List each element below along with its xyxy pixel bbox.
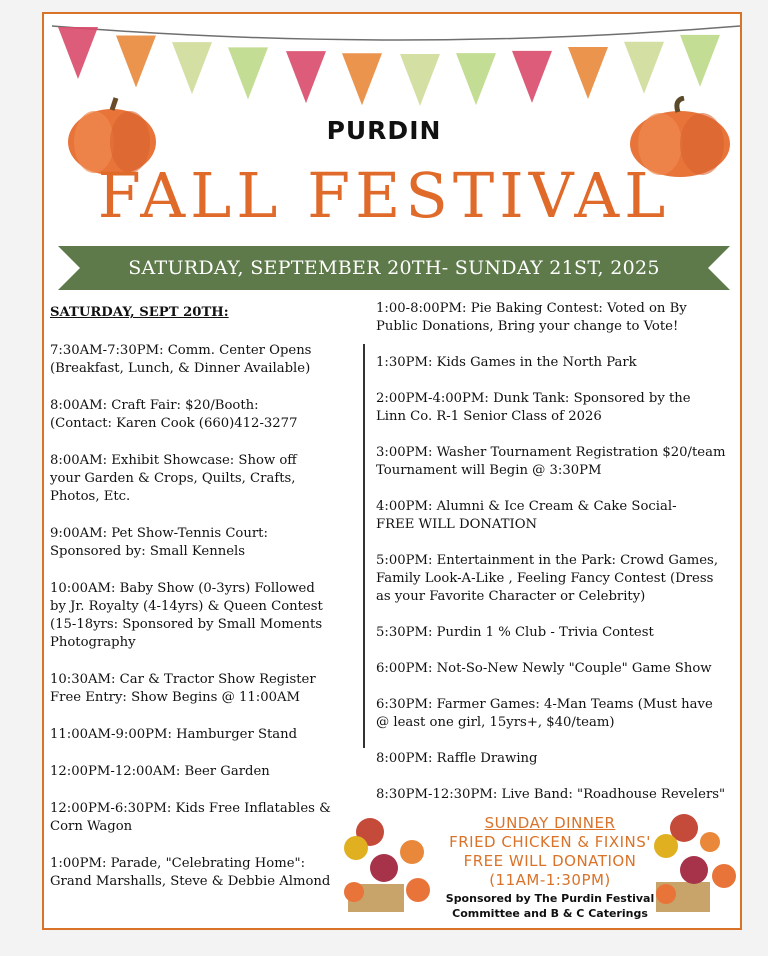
- afternoon-schedule: [376, 300, 738, 822]
- bunting-flag: [456, 53, 496, 105]
- schedule-item: [376, 750, 738, 768]
- schedule-item: [376, 786, 738, 804]
- schedule-item: [50, 855, 360, 891]
- bunting-flag: [116, 35, 156, 87]
- schedule-line: 6:00PM: Not-So-New Newly "Couple" Game Show: [376, 661, 712, 676]
- bunting-flag: [228, 47, 268, 99]
- schedule-line: (15-18yrs: Sponsored by Small Moments: [50, 617, 323, 632]
- schedule-line: 10:00AM: Baby Show (0-3yrs) Followed: [50, 581, 315, 596]
- schedule-line: 4:00PM: Alumni & Ice Cream & Cake Social-: [376, 499, 677, 514]
- sponsor-line-2: Committee and B & C Caterings: [452, 907, 648, 920]
- schedule-item: [50, 525, 360, 561]
- schedule-line: by Jr. Royalty (4-14yrs) & Queen Contest: [50, 599, 323, 614]
- schedule-line: Corn Wagon: [50, 819, 133, 834]
- festival-title: FALL FESTIVAL: [97, 159, 671, 232]
- saturday-heading: SATURDAY, SEPT 20TH:: [50, 305, 229, 320]
- bunting-flag: [400, 54, 440, 106]
- schedule-line: 8:00PM: Raffle Drawing: [376, 751, 538, 766]
- schedule-line: 8:00AM: Exhibit Showcase: Show off: [50, 453, 297, 468]
- schedule-item: [376, 660, 738, 678]
- schedule-line: 9:00AM: Pet Show-Tennis Court:: [50, 526, 268, 541]
- schedule-item: [50, 671, 360, 707]
- schedule-line: 10:30AM: Car & Tractor Show Register: [50, 672, 316, 687]
- schedule-item: [376, 444, 738, 480]
- schedule-line: @ least one girl, 15yrs+, $40/team): [376, 715, 615, 730]
- sunday-dinner-time: (11AM-1:30PM): [489, 871, 611, 889]
- schedule-item: [376, 696, 738, 732]
- bunting-flag: [624, 42, 664, 94]
- schedule-item: [50, 763, 360, 781]
- schedule-item: [376, 498, 738, 534]
- schedule-line: as your Favorite Character or Celebrity): [376, 589, 646, 604]
- schedule-line: Grand Marshalls, Steve & Debbie Almond: [50, 874, 331, 889]
- schedule-line: 1:00PM: Parade, "Celebrating Home":: [50, 856, 306, 871]
- schedule-item: [50, 800, 360, 836]
- schedule-item: [376, 390, 738, 426]
- schedule-line: 1:30PM: Kids Games in the North Park: [376, 355, 637, 370]
- schedule-line: 1:00-8:00PM: Pie Baking Contest: Voted on By: [376, 301, 687, 316]
- schedule-item: [376, 552, 738, 606]
- schedule-line: 5:30PM: Purdin 1 % Club - Trivia Contest: [376, 625, 654, 640]
- bunting-decoration: [0, 0, 768, 110]
- schedule-line: 12:00PM-12:00AM: Beer Garden: [50, 764, 270, 779]
- sponsor-line-1: Sponsored by The Purdin Festival: [445, 892, 655, 905]
- saturday-schedule: [50, 304, 360, 910]
- bunting-flag: [680, 35, 720, 87]
- bunting-flag: [286, 51, 326, 103]
- schedule-line: Photography: [50, 635, 136, 650]
- schedule-item: [376, 624, 738, 642]
- schedule-item: [376, 354, 738, 372]
- bunting-flag: [568, 47, 608, 99]
- schedule-line: 2:00PM-4:00PM: Dunk Tank: Sponsored by the: [376, 391, 691, 406]
- schedule-line: Sponsored by: Small Kennels: [50, 544, 245, 559]
- schedule-line: Public Donations, Bring your change to Vote!: [376, 319, 679, 334]
- schedule-line: your Garden & Crops, Quilts, Crafts,: [50, 471, 296, 486]
- schedule-line: 8:00AM: Craft Fair: $20/Booth:: [50, 398, 259, 413]
- schedule-line: 6:30PM: Farmer Games: 4-Man Teams (Must have: [376, 697, 713, 712]
- schedule-item: [50, 452, 360, 506]
- sunday-dinner-menu: FRIED CHICKEN & FIXINS': [449, 833, 651, 851]
- town-name: PURDIN: [326, 116, 442, 145]
- schedule-line: Photos, Etc.: [50, 489, 131, 504]
- sunday-dinner-donation: FREE WILL DONATION: [463, 852, 637, 870]
- bunting-flag: [58, 27, 98, 79]
- bunting-flag: [342, 53, 382, 105]
- schedule-line: Free Entry: Show Begins @ 11:00AM: [50, 690, 301, 705]
- schedule-line: 7:30AM-7:30PM: Comm. Center Opens: [50, 343, 312, 358]
- schedule-line: 8:30PM-12:30PM: Live Band: "Roadhouse Revelers": [376, 787, 726, 802]
- schedule-line: 11:00AM-9:00PM: Hamburger Stand: [50, 727, 298, 742]
- schedule-line: Linn Co. R-1 Senior Class of 2026: [376, 409, 602, 424]
- schedule-line: 5:00PM: Entertainment in the Park: Crowd Games,: [376, 553, 719, 568]
- schedule-item: [50, 342, 360, 378]
- bunting-flag: [512, 51, 552, 103]
- schedule-line: 3:00PM: Washer Tournament Registration $20/team: [376, 445, 726, 460]
- schedule-line: Tournament will Begin @ 3:30PM: [376, 463, 602, 478]
- column-divider: [363, 344, 365, 748]
- schedule-line: (Breakfast, Lunch, & Dinner Available): [50, 361, 311, 376]
- schedule-line: FREE WILL DONATION: [376, 517, 538, 532]
- schedule-item: [50, 726, 360, 744]
- schedule-item: [50, 397, 360, 433]
- schedule-line: 12:00PM-6:30PM: Kids Free Inflatables &: [50, 801, 331, 816]
- schedule-item: [376, 300, 738, 336]
- sunday-dinner-heading: SUNDAY DINNER: [484, 814, 616, 832]
- bunting-flag: [172, 42, 212, 94]
- schedule-line: (Contact: Karen Cook (660)412-3277: [50, 416, 298, 431]
- festival-dates: SATURDAY, SEPTEMBER 20TH- SUNDAY 21ST, 2025: [128, 257, 660, 279]
- schedule-item: [50, 580, 360, 652]
- schedule-line: Family Look-A-Like , Feeling Fancy Contest (Dress: [376, 571, 714, 586]
